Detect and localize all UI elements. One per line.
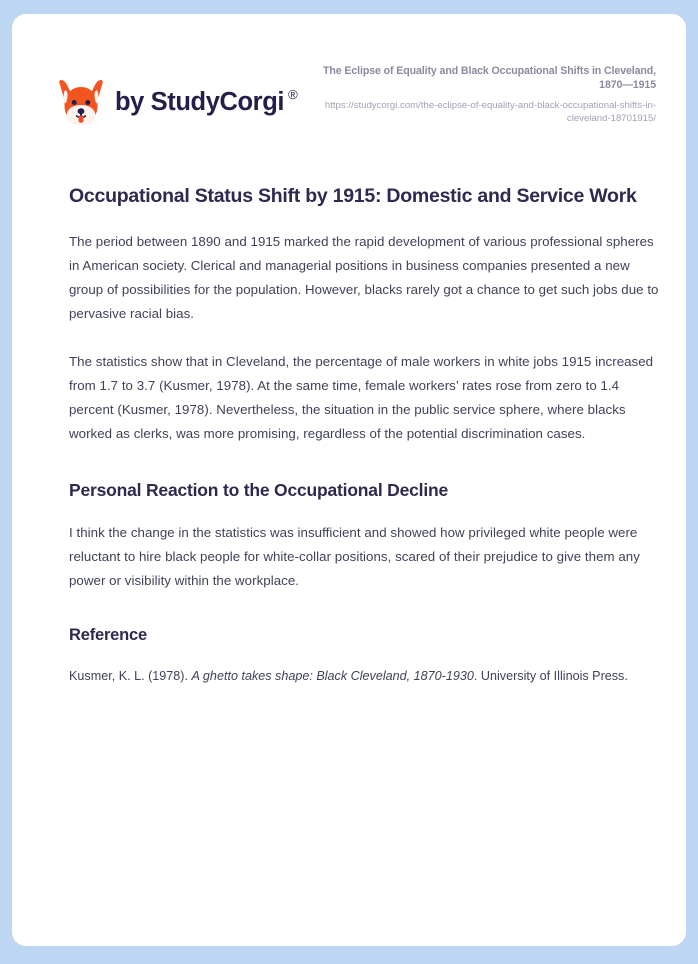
page-title: Occupational Status Shift by 1915: Domestic and Service Work [69,185,637,207]
registered-trademark-icon: ® [288,87,298,103]
paragraph-3: I think the change in the statistics was insufficient and showed how privileged white people were reluctant to hire black people for white-collar positions, scared of their prejudice to give them any power or visibility within the workplace. [69,525,640,589]
document-content [69,184,664,688]
brand-wordmark [115,87,298,117]
brand-logo-block [57,78,298,128]
brand-name-text: by StudyCorgi [115,88,285,117]
paragraph-2: The statistics show that in Cleveland, the percentage of male workers in white jobs 1915 increased from 1.7 to 3.7 (Kusmer, 1978). At the same time, female workers’ rates rose from zero to 1.4 percent (Kusmer, 1978). Nevertheless, the situation in the public service sphere, where blacks worked as clerks, was more promising, regardless of the potential discrimination cases. [69,354,654,442]
header-meta-block [320,58,656,125]
corgi-logo-icon [57,78,105,128]
reference-heading: Reference [69,626,147,645]
reference-publisher: . University of Illinois Press. [473,668,628,683]
reference-entry [69,664,664,688]
document-page-card [12,14,686,946]
header-document-title: The Eclipse of Equality and Black Occupational Shifts in Cleveland, 1870—1915 [323,65,656,92]
header-source-url[interactable]: https://studycorgi.com/the-eclipse-of-equality-and-black-occupational-shifts-in-cleveland-18701915/ [324,99,656,124]
subheading-personal-reaction: Personal Reaction to the Occupational Decline [69,480,449,501]
paragraph-1: The period between 1890 and 1915 marked the rapid development of various professional spheres in American society. Clerical and managerial positions in business companies presented a new group of possibilities for the population. However, blacks rarely got a chance to get such jobs due to pervasive racial bias. [69,234,659,322]
reference-work-title: A ghetto takes shape: Black Cleveland, 1870-1930 [191,668,474,683]
reference-author-year: Kusmer, K. L. (1978). [69,668,192,683]
document-header [57,58,656,136]
